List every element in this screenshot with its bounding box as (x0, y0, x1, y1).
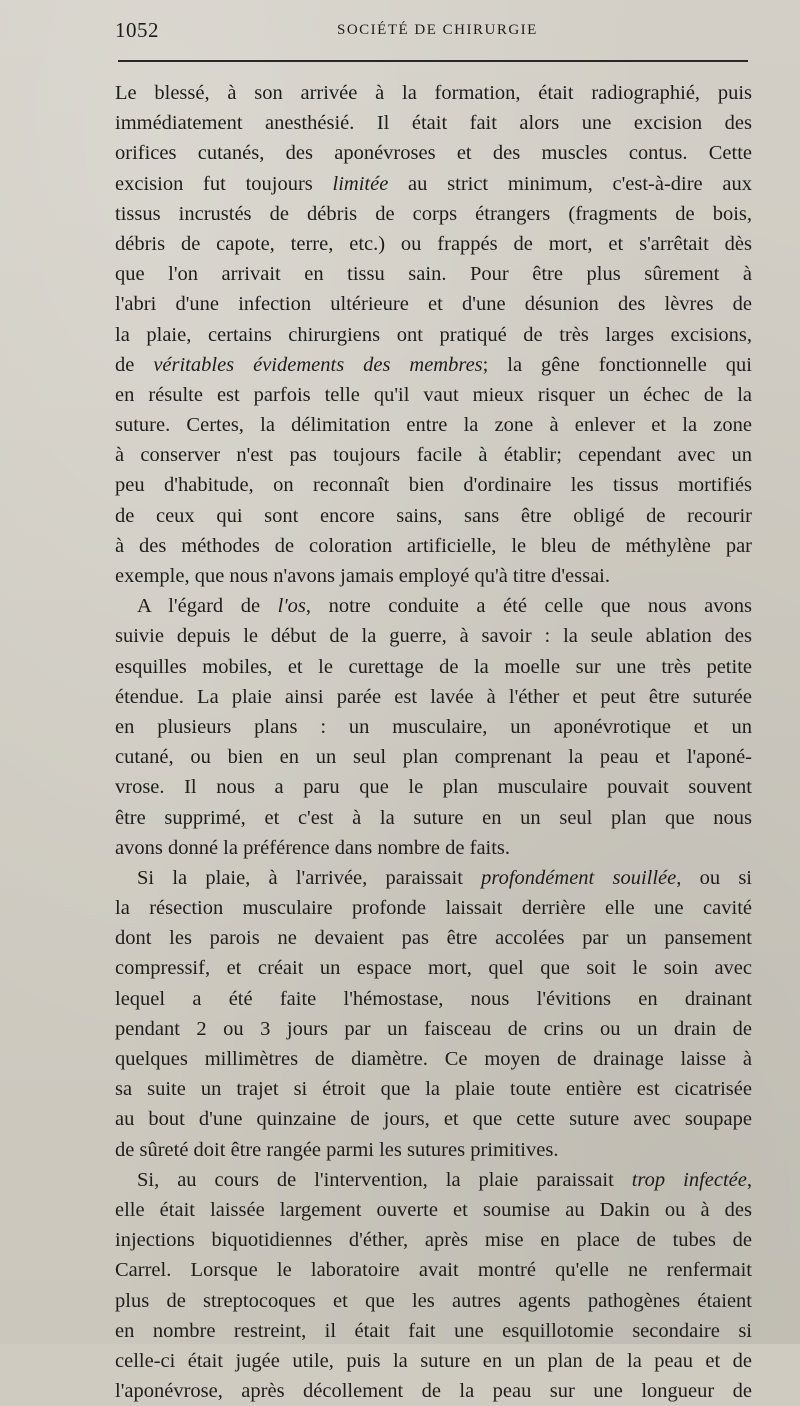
italic-run: profondément souillée (481, 866, 677, 889)
text-line: vrose. Il nous a paru que le plan musculaire pouvait souvent (115, 776, 752, 799)
text-line: que l'on arrivait en tissu sain. Pour être plus sûrement à (115, 263, 752, 286)
text-line (115, 863, 752, 893)
text-line: elle était laissée largement ouverte et soumise au Dakin ou à des (115, 1198, 752, 1221)
text-line: en résulte est parfois telle qu'il vaut mieux risquer un échec de la (115, 383, 752, 406)
text-line: sa suite un trajet si étroit que la plaie toute entière est cicatrisée (115, 1078, 752, 1101)
text-run: A l'égard de (137, 595, 278, 618)
italic-run: l'os (277, 595, 306, 618)
italic-run: limitée (332, 172, 389, 195)
text-line: compressif, et créait un espace mort, quel que soit le soin avec (115, 957, 752, 980)
text-line: pendant 2 ou 3 jours par un faisceau de crins ou un drain de (115, 1017, 752, 1040)
text-line: cutané, ou bien en un seul plan comprenant la peau et l'aponé- (115, 746, 752, 769)
text-line: peu d'habitude, on reconnaît bien d'ordinaire les tissus mortifiés (115, 474, 752, 497)
text-line: de sûreté doit être rangée parmi les sutures primitives. (115, 1138, 559, 1161)
italic-run: trop infectée (631, 1168, 747, 1191)
page-header (115, 18, 747, 48)
text-line (115, 1165, 752, 1195)
text-line: débris de capote, terre, etc.) ou frappés de mort, et s'arrêtait dès (115, 232, 752, 255)
text-line: de ceux qui sont encore sains, sans être obligé de recourir (115, 504, 752, 527)
text-run: de (115, 353, 154, 376)
text-line: la plaie, certains chirurgiens ont pratiqué de très larges excisions, (115, 323, 752, 346)
text-line: Le blessé, à son arrivée à la formation, était radiographié, puis (115, 82, 752, 104)
text-line: lequel a été faite l'hémostase, nous l'évitions en drainant (115, 987, 752, 1010)
text-line: en nombre restreint, il était fait une esquillotomie secondaire si (115, 1319, 752, 1342)
text-line: immédiatement anesthésié. Il était fait alors une excision des (115, 112, 752, 135)
text-run: , notre conduite a été celle que nous avons (305, 595, 752, 618)
text-line: en plusieurs plans : un musculaire, un aponévrotique et un (115, 715, 752, 738)
page-number: 1052 (115, 18, 159, 42)
text-line: injections biquotidiennes d'éther, après mise en place de tubes de (115, 1229, 752, 1252)
text-line: tissus incrustés de débris de corps étrangers (fragments de bois, (115, 202, 752, 225)
running-title: SOCIÉTÉ DE CHIRURGIE (337, 22, 538, 38)
header-rule (118, 60, 748, 62)
text-line: la résection musculaire profonde laissait derrière elle une cavité (115, 897, 752, 920)
text-run: , (746, 1168, 752, 1191)
text-line: à des méthodes de coloration artificielle, le bleu de méthylène par (115, 534, 752, 557)
text-line: suture. Certes, la délimitation entre la zone à enlever et la zone (115, 414, 752, 437)
text-run: excision fut toujours (115, 172, 333, 195)
text-line: dont les parois ne devaient pas être accolées par un pansement (115, 927, 752, 950)
text-line: avons donné la préférence dans nombre de faits. (115, 836, 511, 859)
text-run: au strict minimum, c'est-à-dire aux (388, 172, 752, 195)
text-run: ; la gêne fonctionnelle qui (482, 353, 752, 376)
text-line: celle-ci était jugée utile, puis la suture en un plan de la peau et de (115, 1349, 752, 1372)
text-line: être supprimé, et c'est à la suture en un seul plan que nous (115, 806, 752, 829)
text-line: orifices cutanés, des aponévroses et des muscles contus. Cette (115, 142, 752, 165)
text-line: quelques millimètres de diamètre. Ce moyen de drainage laisse à (115, 1048, 752, 1070)
text-line: exemple, que nous n'avons jamais employé qu'à titre d'essai. (115, 565, 610, 587)
text-line (115, 169, 752, 199)
text-line: l'aponévrose, après décollement de la peau sur une longueur de (115, 1380, 752, 1403)
text-run: Si, au cours de l'intervention, la plaie paraissait (137, 1168, 632, 1191)
body-text (115, 78, 752, 1406)
text-line: étendue. La plaie ainsi parée est lavée à l'éther et peut être suturée (115, 685, 752, 708)
text-run: , ou si (676, 866, 752, 889)
text-line (115, 350, 752, 380)
text-line: au bout d'une quinzaine de jours, et que cette suture avec soupape (115, 1108, 752, 1131)
text-line: à conserver n'est pas toujours facile à établir; cependant avec un (115, 444, 752, 467)
text-line (115, 591, 752, 621)
text-line: plus de streptocoques et que les autres agents pathogènes étaient (115, 1289, 752, 1312)
text-line: l'abri d'une infection ultérieure et d'une désunion des lèvres de (115, 293, 752, 316)
text-line: Carrel. Lorsque le laboratoire avait montré qu'elle ne renfermait (115, 1259, 752, 1282)
text-run: Si la plaie, à l'arrivée, paraissait (137, 866, 482, 889)
text-line: suivie depuis le début de la guerre, à savoir : la seule ablation des (115, 625, 752, 648)
italic-run: véritables évidements des membres (153, 353, 483, 376)
text-line: esquilles mobiles, et le curettage de la moelle sur une très petite (115, 655, 752, 678)
